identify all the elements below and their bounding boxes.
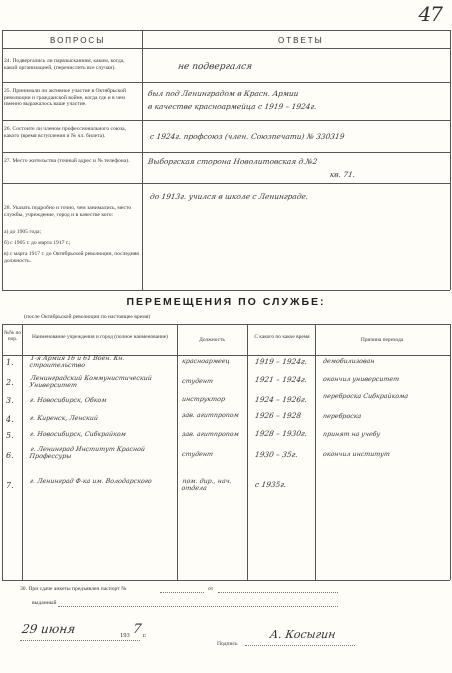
table-top-border [2, 30, 450, 31]
moves-col-divider [22, 324, 23, 580]
row-position: зав. агитпропом [181, 431, 240, 438]
page-number: 47 [418, 2, 442, 26]
header-divider [2, 48, 450, 49]
right-border [450, 30, 451, 290]
row-period: 1930 – 35г. [254, 450, 299, 459]
row-num: 7. [6, 481, 14, 490]
row-period: 1928 – 1930г. [254, 429, 308, 438]
row-divider [2, 152, 450, 153]
row-reason: переброска [322, 413, 362, 420]
answer-27-line2: кв. 71. [329, 170, 356, 179]
signature-label: Подпись [217, 641, 238, 647]
question-28-c: в) с марта 1917 г. до Октябрьской революции, последняя должность. [4, 251, 139, 264]
signature-line [245, 645, 355, 646]
year-prefix: 193 [120, 632, 130, 639]
row-reason: принят на учебу [322, 431, 381, 438]
answer-25-line2: в качестве красноармейца с 1919 – 1924г. [147, 102, 318, 111]
moves-right-border [450, 324, 451, 580]
header-position: Должность [199, 337, 225, 343]
row-num: 2. [6, 378, 14, 387]
row-position: красноармеец [181, 358, 231, 365]
row-divider [2, 82, 450, 83]
row-org: 1-я Армия 16 и 61 Воен. Кн. строительство [29, 355, 125, 369]
row-num: 3. [6, 396, 14, 405]
table-bottom-border [2, 290, 450, 291]
passport-label: 30. При сдаче анкеты предъявлен паспорт № [20, 586, 127, 592]
row-num: 5. [6, 431, 14, 440]
row-period: 1919 – 1924г. [254, 357, 308, 366]
passport-number-line [160, 592, 204, 593]
passport-date-line [218, 592, 338, 593]
row-position: зав. агитпропом [181, 412, 240, 419]
row-org: г. Ленинград Институт Красной Профессуры [29, 446, 146, 460]
left-border [2, 30, 3, 290]
answer-27-line1: Выборгская сторона Новолитовская д.№2 [147, 157, 318, 166]
date-line [20, 640, 140, 641]
question-28-a: а) до 1905 года; [4, 229, 42, 235]
moves-title: ПЕРЕМЕЩЕНИЯ ПО СЛУЖБЕ: [126, 296, 326, 308]
row-period: с 1935г. [254, 480, 288, 489]
row-org: Ленинградский Коммунистический Университет [29, 375, 153, 389]
year-digit: 7 [131, 622, 143, 637]
row-reason: демобилизован [322, 358, 375, 365]
moves-table-bottom [2, 580, 450, 581]
question-27: 27. Место жительства (точный адрес и № телефона). [4, 158, 130, 164]
question-24: 24. Подвергались ли парвзысканиям, каким, когда, какой организацией, (перечислить все случаи). [4, 58, 125, 71]
row-org: г. Новосибирск, Сибкрайком [29, 431, 127, 438]
row-position: студент [181, 378, 214, 385]
moves-table-top [2, 324, 450, 325]
row-num: 6. [6, 451, 14, 460]
row-reason: окончил университет [322, 376, 400, 383]
issued-line [58, 606, 338, 607]
answer-28: до 1913г. учился в школе с Ленинграде. [149, 192, 309, 201]
answer-26: с 1924г. профсоюз (член. Союзпечати) № 330319 [149, 132, 346, 141]
moves-subtitle: (после Октябрьской революции по настоящее время) [24, 314, 151, 320]
year-tail: г. [143, 632, 147, 639]
row-reason: переброска Сибкрайкома [322, 393, 409, 400]
signature: А. Косыгин [269, 628, 337, 641]
header-num: №№ по пор. [3, 330, 22, 343]
question-28-b: б) с 1905 г. до марта 1917 г.; [4, 240, 71, 246]
header-reason: Причина перехода [360, 337, 404, 343]
row-period: 1926 – 1928 [254, 411, 302, 420]
row-position: пом. дир., нач. отдела [181, 478, 232, 492]
question-26: 26. Состоите ли членом профессионального союза, какого (время вступления и № чл. билета). [4, 126, 127, 139]
header-period: С какого по какое время [254, 334, 310, 340]
row-period: 1924 – 1926г. [254, 395, 308, 404]
row-num: 1. [6, 358, 14, 367]
passport-from-label: от [208, 586, 214, 592]
row-org: г. Киренск, Ленский [29, 415, 99, 422]
question-25: 25. Принимали ли активное участие в Октябрьской революции и гражданской войне, когда где и в чем именно выражалось ваше участие. [4, 88, 127, 108]
question-28: 28. Указать подробно и точно, чем занимались, место службы, учреждение, город и в качестве кого: [4, 205, 132, 218]
row-period: 1921 – 1924г. [254, 375, 308, 384]
row-divider [2, 120, 450, 121]
moves-col-divider [315, 324, 316, 580]
moves-left-border [2, 324, 3, 580]
row-org: г. Новосибирск, Обком [29, 397, 108, 404]
row-reason: окончил институт [322, 451, 391, 458]
row-position: инструктор [181, 396, 226, 403]
row-divider [2, 183, 450, 184]
row-num: 4. [6, 415, 14, 424]
header-org: Наименование учреждения и город (полное наименование) [32, 334, 168, 340]
issued-label: выданный [32, 600, 57, 606]
answer-25-line1: был под Ленинградом в Красн. Армии [147, 89, 300, 98]
row-org: г. Ленинград Ф-ка им. Володарского [29, 478, 153, 485]
moves-col-divider [247, 324, 248, 580]
column-divider [142, 30, 143, 290]
answer-24: не подвергался [177, 62, 253, 72]
answers-header: ОТВЕТЫ [278, 36, 324, 45]
fill-date: 29 июня [21, 622, 77, 636]
moves-col-divider [177, 324, 178, 580]
questions-header: ВОПРОСЫ [50, 36, 106, 45]
row-position: студент [181, 451, 214, 458]
